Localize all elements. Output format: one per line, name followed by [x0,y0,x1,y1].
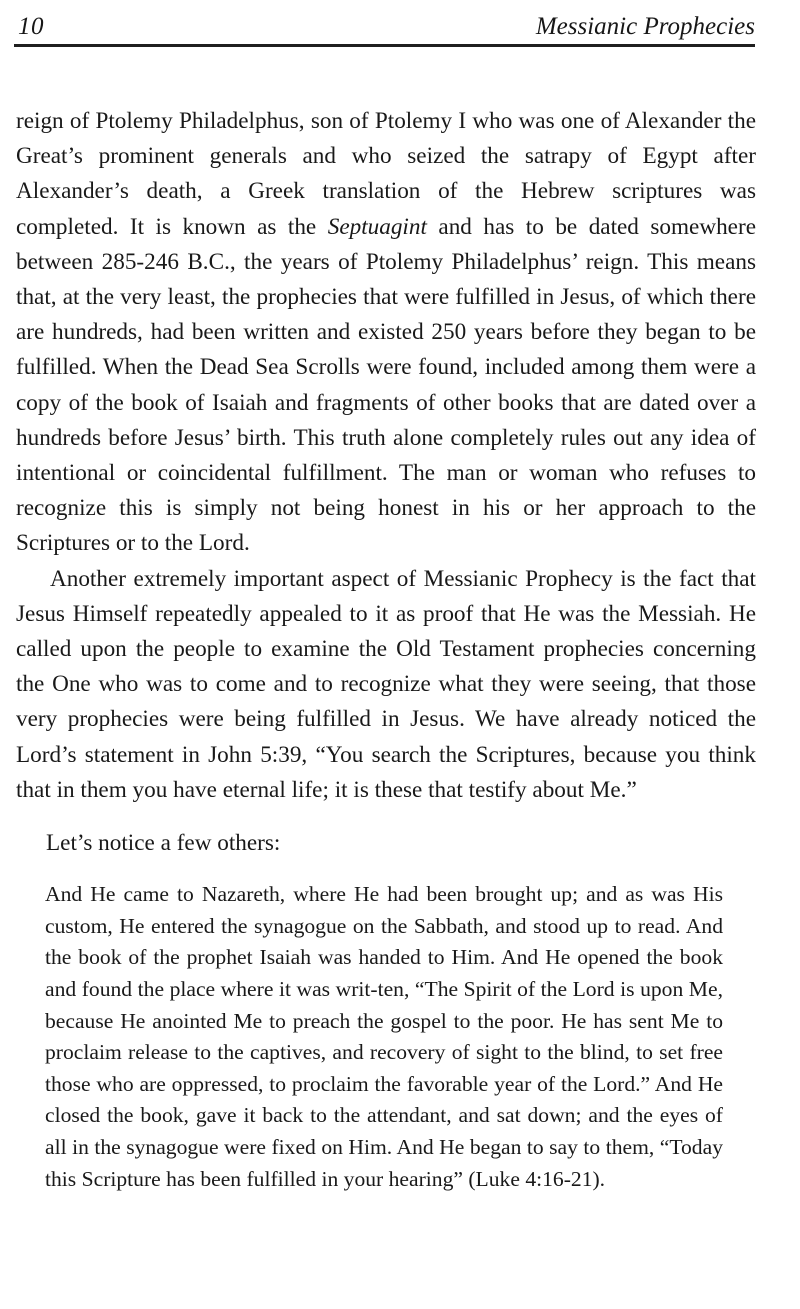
running-head [14,12,755,46]
paragraph-one [16,104,756,562]
quote-gap [16,861,756,879]
septuagint-italic: Septuagint [327,213,427,240]
book-title: Messianic Prophecies [535,13,755,40]
page-number: 10 [18,13,44,40]
paragraph-one-part-one: reign of Ptolemy Philadelphus, son of Ptolemy I who was one of Alexander the Great’s prominent generals and who seized the satrapy of Egypt after Alexander’s death, a Greek translation of the Hebrew scriptures was completed. It is known as the [16,108,756,240]
scripture-quote-luke: And He came to Nazareth, where He had been brought up; and as was His custom, He entered the synagogue on the Sabbath, and stood up to read. And the book of the prophet Isaiah was handed to Him. And He opened the book and found the place where it was writ-ten, “The Spirit of the Lord is upon Me, because He anointed Me to preach the gospel to the poor. He has sent Me to proclaim release to the captives, and recovery of sight to the blind, to set free those who are oppressed, to proclaim the favorable year of the Lord.” And He closed the book, gave it back to the attendant, and sat down; and the eyes of all in the synagogue were fixed on Him. And He began to say to them, “Today this Scripture has been fulfilled in your hearing” (Luke 4:16-21). [45,882,723,1191]
paragraph-one-part-two: and has to be dated somewhere between 285-246 B.C., the years of Ptolemy Philadelphus’ reign. This means that, at the very least, the prophecies that were fulfilled in Jesus, of which there are hundreds, had been written and existed 250 years before they began to be fulfilled. When the Dead Sea Scrolls were found, included among them were a copy of the book of Isaiah and fragments of other books that are dated over a hundreds before Jesus’ birth. This truth alone completely rules out any idea of intentional or coincidental fulfillment. The man or woman who refuses to recognize this is simply not being honest in his or her approach to the Scriptures or to the Lord. [16,213,756,557]
paragraph-two: Another extremely important aspect of Messianic Prophecy is the fact that Jesus Himself repeatedly appealed to it as proof that He was the Messiah. He called upon the people to examine the Old Testament prophecies concerning the One who was to come and to recognize what they were seeing, that those very prophecies were being fulfilled in Jesus. We have already noticed the Lord’s statement in John 5:39, “You search the Scriptures, because you think that in them you have eternal life; it is these that testify about Me.” [16,565,756,803]
lead-in-line: Let’s notice a few others: [46,830,281,857]
paragraph-gap [16,808,756,826]
header-rule [14,44,755,47]
text-block [16,104,756,1195]
